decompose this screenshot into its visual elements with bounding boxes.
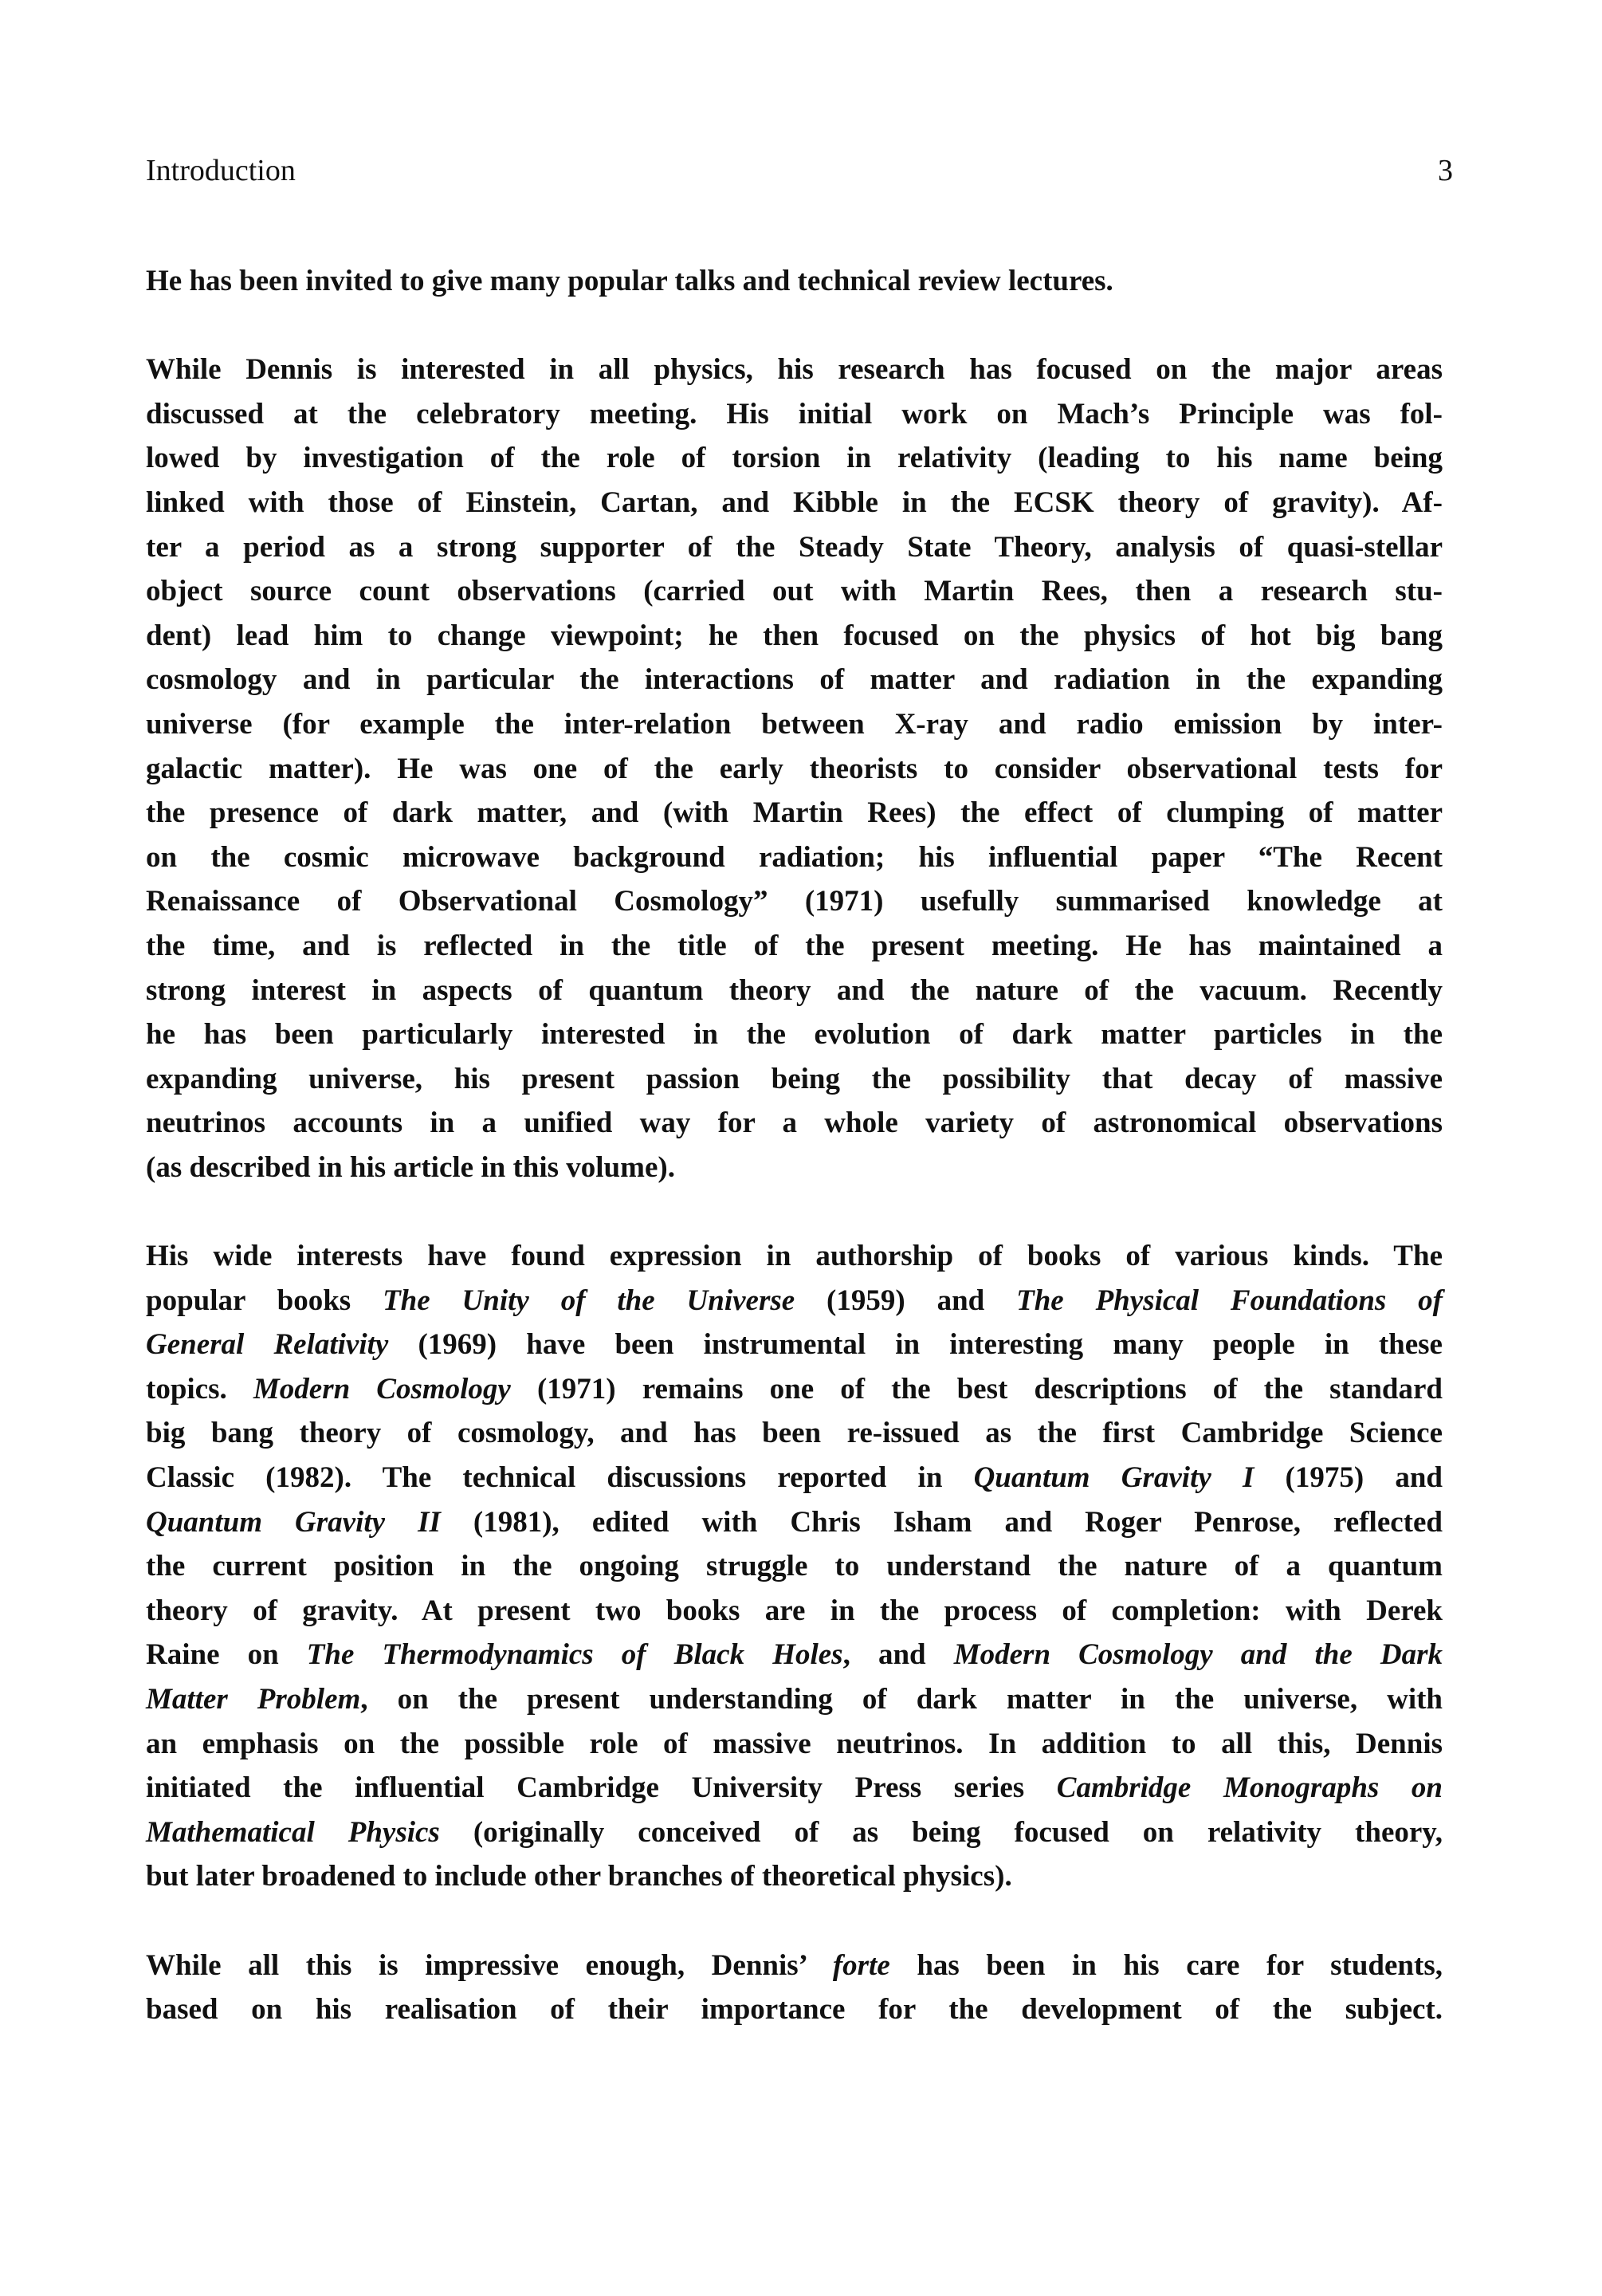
text-line: [146, 879, 1443, 924]
page-number: 3: [1438, 154, 1453, 187]
text-line: [146, 702, 1443, 747]
text-run: strong interest in aspects of quantum theory and the nature of the vacuum. Recently: [146, 973, 1443, 1007]
italic-title: Quantum Gravity I: [973, 1461, 1255, 1495]
text-line: [146, 569, 1443, 614]
text-run: big bang theory of cosmology, and has been re-issued as the first Cambridge Science: [146, 1417, 1443, 1450]
text-line: [146, 1589, 1443, 1634]
text-run: object source count observations (carried out with Martin Rees, then a research stu-: [146, 575, 1443, 608]
text-run: , and: [842, 1638, 954, 1672]
paragraph: [146, 259, 1443, 304]
text-line: [146, 924, 1443, 969]
text-run: (1981), edited with Chris Isham and Roger Penrose, reflected: [440, 1505, 1443, 1539]
text-run: popular books: [146, 1284, 383, 1317]
text-run: While all this is impressive enough, Dennis’: [146, 1948, 833, 1982]
italic-title: forte: [832, 1948, 890, 1982]
text-line: [146, 1810, 1443, 1855]
italic-title: Modern Cosmology: [253, 1372, 511, 1406]
text-line: [146, 1411, 1443, 1456]
text-line: [146, 1500, 1443, 1545]
text-line: [146, 436, 1443, 481]
paragraph: [146, 1234, 1443, 1899]
text-line: [146, 835, 1443, 880]
text-run: (1959) and: [795, 1284, 1017, 1317]
text-run: cosmology and in particular the interactions of matter and radiation in the expanding: [146, 663, 1443, 697]
body-text: [146, 259, 1443, 2076]
text-line: [146, 392, 1443, 437]
text-run: discussed at the celebratory meeting. His initial work on Mach’s Principle was fol-: [146, 397, 1443, 431]
text-line: [146, 1633, 1443, 1677]
text-line: [146, 791, 1443, 835]
text-run: Raine on: [146, 1638, 307, 1672]
text-run: (1969) have been instrumental in interesting many people in these: [388, 1328, 1443, 1362]
text-line: [146, 1279, 1443, 1323]
text-run: linked with those of Einstein, Cartan, and Kibble in the ECSK theory of gravity). Af-: [146, 486, 1443, 519]
text-line: [146, 747, 1443, 792]
text-run: he has been particularly interested in the evolution of dark matter particles in the: [146, 1018, 1443, 1052]
text-run: (as described in his article in this volume).: [146, 1150, 675, 1184]
text-run: (1975) and: [1254, 1461, 1443, 1495]
text-line: [146, 1456, 1443, 1500]
paragraph: [146, 1944, 1443, 2032]
text-run: (originally conceived of as being focused on relativity theory,: [439, 1815, 1443, 1849]
text-run: His wide interests have found expression in authorship of books of various kinds. The: [146, 1240, 1443, 1273]
text-run: ter a period as a strong supporter of the Steady State Theory, analysis of quasi-stellar: [146, 530, 1443, 564]
italic-title: General Relativity: [146, 1328, 389, 1362]
text-line: [146, 1722, 1443, 1767]
text-line: [146, 1944, 1443, 1988]
text-line: [146, 1677, 1443, 1722]
text-line: [146, 1234, 1443, 1279]
text-line: [146, 1544, 1443, 1589]
text-run: While Dennis is interested in all physics, his research has focused on the major areas: [146, 353, 1443, 387]
text-run: based on his realisation of their importance for the development of the subject.: [146, 1993, 1443, 2027]
italic-title: Modern Cosmology and the Dark: [953, 1638, 1443, 1672]
text-run: galactic matter). He was one of the early theorists to consider observational tests for: [146, 752, 1443, 785]
text-run: lowed by investigation of the role of torsion in relativity (leading to his name being: [146, 442, 1443, 475]
italic-title: The Unity of the Universe: [383, 1284, 795, 1317]
text-line: [146, 1766, 1443, 1810]
italic-title: Mathematical Physics: [146, 1815, 440, 1849]
text-run: theory of gravity. At present two books are in the process of completion: with Derek: [146, 1594, 1443, 1627]
text-run: Classic (1982). The technical discussions reported in: [146, 1461, 974, 1495]
text-line: [146, 658, 1443, 702]
text-line: [146, 1854, 1443, 1899]
text-run: initiated the influential Cambridge University Press series: [146, 1771, 1057, 1805]
text-line: [146, 614, 1443, 659]
text-run: the current position in the ongoing struggle to understand the nature of a quantum: [146, 1550, 1443, 1583]
italic-title: Cambridge Monographs on: [1056, 1771, 1443, 1805]
text-line: [146, 1323, 1443, 1367]
text-run: but later broadened to include other branches of theoretical physics).: [146, 1860, 1012, 1893]
text-line: [146, 1146, 1443, 1190]
text-run: (1971) remains one of the best descriptions of the standard: [510, 1372, 1443, 1406]
text-line: [146, 1101, 1443, 1146]
text-line: [146, 1367, 1443, 1412]
paragraph: [146, 348, 1443, 1189]
text-run: the time, and is reflected in the title of the present meeting. He has maintained a: [146, 929, 1443, 962]
text-line: [146, 1057, 1443, 1102]
text-run: topics.: [146, 1372, 253, 1406]
text-run: universe (for example the inter-relation between X-ray and radio emission by inter-: [146, 707, 1443, 741]
text-run: the presence of dark matter, and (with Martin Rees) the effect of clumping of matter: [146, 796, 1443, 830]
text-run: Renaissance of Observational Cosmology” (1971) usefully summarised knowledge at: [146, 885, 1443, 918]
text-run: , on the present understanding of dark matter in the universe, with: [360, 1683, 1443, 1716]
text-run: an emphasis on the possible role of massive neutrinos. In addition to all this, Dennis: [146, 1727, 1443, 1760]
text-run: He has been invited to give many popular talks and technical review lectures.: [146, 265, 1113, 297]
italic-title: Quantum Gravity II: [146, 1505, 441, 1539]
text-line: [146, 1012, 1443, 1057]
text-line: [146, 481, 1443, 525]
text-run: on the cosmic microwave background radiation; his influential paper “The Recent: [146, 840, 1443, 874]
italic-title: The Thermodynamics of Black Holes: [306, 1638, 843, 1672]
text-line: [146, 1987, 1443, 2032]
text-run: dent) lead him to change viewpoint; he then focused on the physics of hot big bang: [146, 619, 1443, 652]
text-line: [146, 259, 1443, 304]
italic-title: Matter Problem: [146, 1683, 361, 1716]
text-line: [146, 348, 1443, 392]
text-run: has been in his care for students,: [889, 1948, 1443, 1982]
text-line: [146, 525, 1443, 570]
text-run: neutrinos accounts in a unified way for a whole variety of astronomical observations: [146, 1107, 1443, 1140]
text-run: expanding universe, his present passion being the possibility that decay of massive: [146, 1062, 1443, 1095]
italic-title: The Physical Foundations of: [1016, 1284, 1443, 1317]
running-head: Introduction: [146, 154, 296, 187]
text-line: [146, 969, 1443, 1013]
